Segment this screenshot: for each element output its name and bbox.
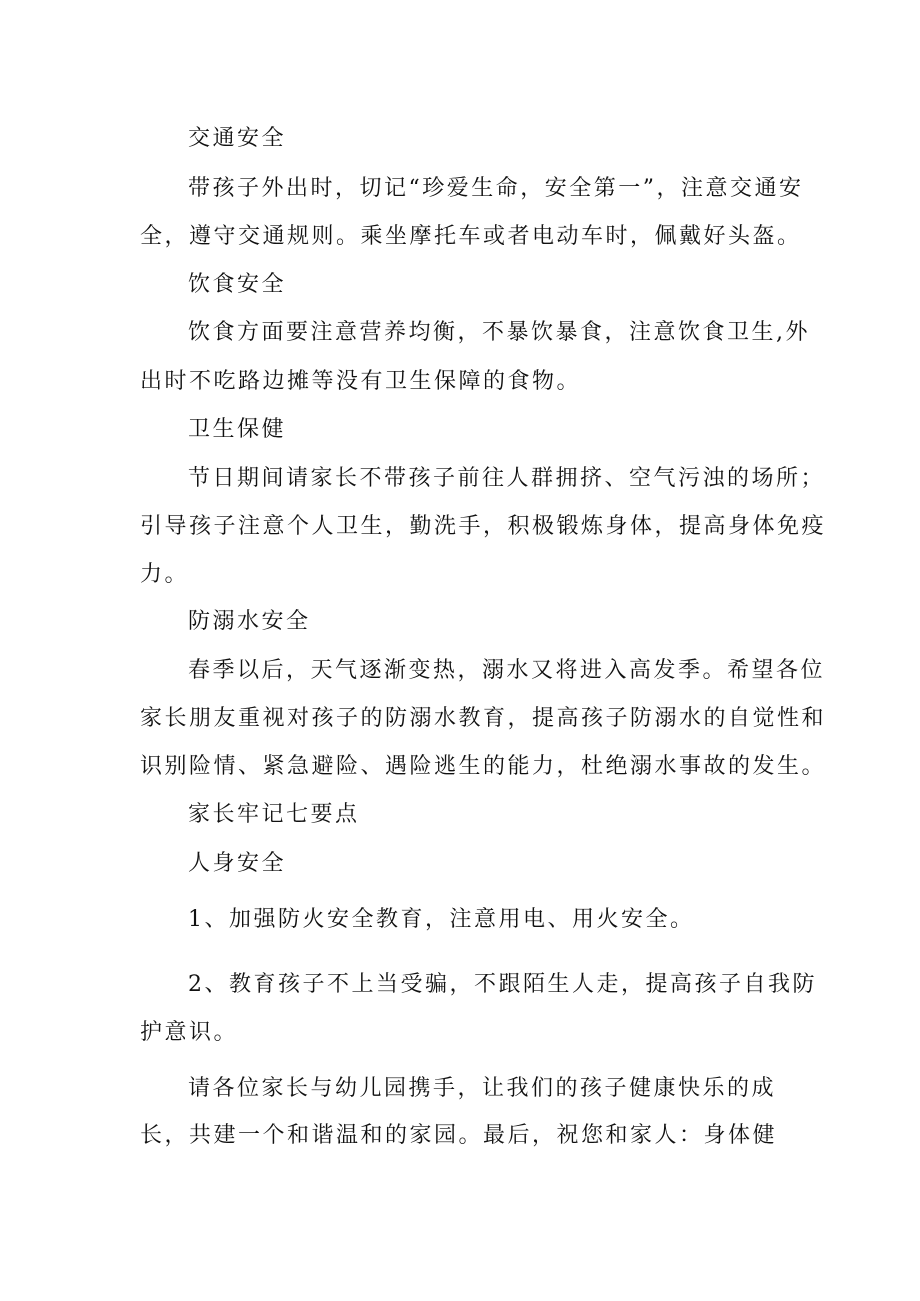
paragraph-line: 出时不吃路边摊等没有卫生保障的食物。 <box>140 369 582 394</box>
paragraph-line: 全，遵守交通规则。乘坐摩托车或者电动车时，佩戴好头盔。 <box>140 224 802 249</box>
heading-food-safety: 饮食安全 <box>188 272 287 297</box>
heading-drowning-prevention: 防溺水安全 <box>188 609 311 634</box>
heading-hygiene: 卫生保健 <box>188 417 287 442</box>
paragraph-line: 家长朋友重视对孩子的防溺水教育，提高孩子防溺水的自觉性和 <box>140 706 827 731</box>
heading-traffic-safety: 交通安全 <box>188 126 287 151</box>
paragraph-line: 饮食方面要注意营养均衡，不暴饮暴食，注意饮食卫生,外 <box>188 320 810 345</box>
paragraph-line: 识别险情、紧急避险、遇险逃生的能力，杜绝溺水事故的发生。 <box>140 754 827 779</box>
paragraph-line: 节日期间请家长不带孩子前往人群拥挤、空气污浊的场所； <box>188 466 826 491</box>
heading-seven-points: 家长牢记七要点 <box>188 802 360 827</box>
paragraph-line: 力。 <box>140 562 190 587</box>
paragraph-line: 长，共建一个和谐温和的家园。最后，祝您和家人：身体健 <box>140 1123 778 1148</box>
paragraph-line: 请各位家长与幼儿园携手，让我们的孩子健康快乐的成 <box>188 1076 777 1101</box>
paragraph-line: 护意识。 <box>140 1020 239 1045</box>
list-item: 1、加强防火安全教育，注意用电、用火安全。 <box>188 907 695 932</box>
list-item: 2、教育孩子不上当受骗，不跟陌生人走，提高孩子自我防 <box>188 972 817 997</box>
paragraph-line: 引导孩子注意个人卫生，勤洗手，积极锻炼身体，提高身体免疫 <box>140 514 827 539</box>
heading-personal-safety: 人身安全 <box>188 851 287 876</box>
paragraph-line: 带孩子外出时，切记“珍爱生命，安全第一”，注意交通安 <box>188 176 804 201</box>
paragraph-line: 春季以后，天气逐渐变热，溺水又将进入高发季。希望各位 <box>188 658 826 683</box>
